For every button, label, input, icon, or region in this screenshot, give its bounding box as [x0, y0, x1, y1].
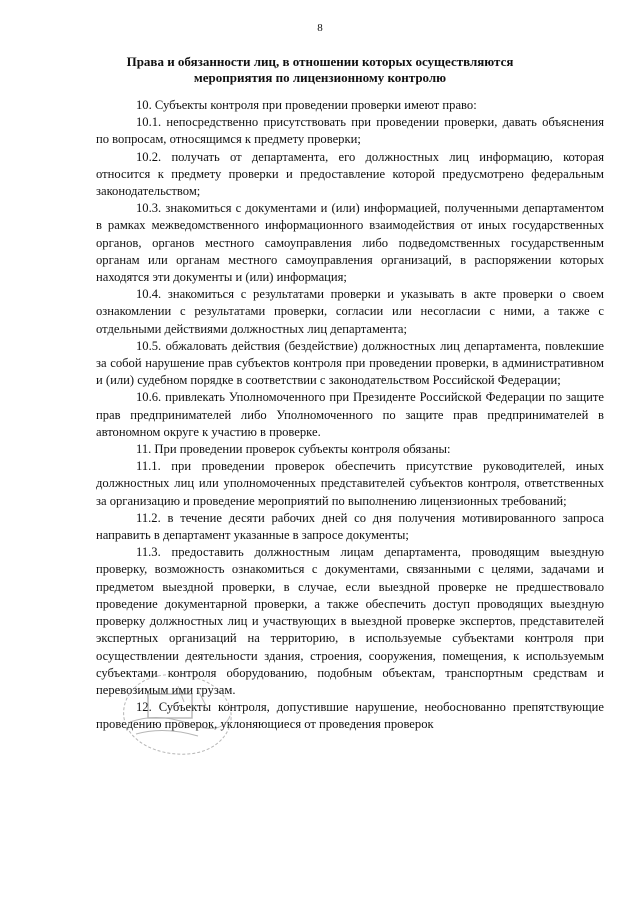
section-title-line-1: Права и обязанности лиц, в отношении которых осуществляются	[126, 54, 514, 69]
seal-stamp-icon	[118, 672, 238, 756]
section-title	[120, 54, 520, 86]
document-body	[96, 97, 604, 734]
paragraph-10: 10. Субъекты контроля при проведении проверки имеют право:	[136, 98, 477, 112]
paragraph-10-6: 10.6. привлекать Уполномоченного при Президенте Российской Федерации по защите прав предпринимателей либо Уполномоченного по защите прав предпринимателей в автономном округе к участию в проверке.	[96, 390, 604, 439]
paragraph-10-1: 10.1. непосредственно присутствовать при проведении проверки, давать объяснения по вопросам, относящимся к предмету проверки;	[96, 115, 604, 147]
page-number: 8	[317, 22, 323, 34]
paragraph-10-4: 10.4. знакомиться с результатами проверки и указывать в акте проверки о своем ознакомлении с результатами проверки, согласии или несогласии с ними, а также с отдельными действиями должностных лиц департамента;	[96, 287, 604, 336]
paragraph-10-5: 10.5. обжаловать действия (бездействие) должностных лиц департамента, повлекшие за собой нарушение прав субъектов контроля при проведении проверки, в административном и (или) судебном порядке в соответствии с законодательством Российской Федерации;	[96, 338, 604, 388]
paragraph-11: 11. При проведении проверок субъекты контроля обязаны:	[136, 442, 451, 457]
paragraph-10-2: 10.2. получать от департамента, его должностных лиц информацию, которая относится к предмету проверки и предоставление которой предусмотрено федеральным законодательством;	[96, 149, 604, 199]
section-title-line-2: мероприятия по лицензионному контролю	[193, 70, 447, 85]
paragraph-10-3: 10.3. знакомиться с документами и (или) информацией, полученными департаментом в рамках межведомственного информационного взаимодействия от иных государственных органов, органов местного самоуправления либо подведомственных государственным органам или органам местного самоуправления организаций, в распоряжении которых находятся эти документы и (или) информация;	[96, 201, 604, 285]
paragraph-11-1: 11.1. при проведении проверок обеспечить присутствие руководителей, иных должностных лиц или уполномоченных представителей субъектов контроля, ответственных за организацию и проведение мероприятий по выполнению лицензионных требований;	[96, 459, 604, 508]
paragraph-11-3: 11.3. предоставить должностным лицам департамента, проводящим выездную проверку, возможность ознакомиться с документами, связанными с целями, задачами и предметом выездной проверки, в случае, если выездной проверке не предшествовало проведение документарной проверки, а также обеспечить доступ проводящих выездную проверку должностных лиц и участвующих в выездной проверке экспертов, представителей экспертных организаций на территорию, в используемые субъектами контроля при осуществлении деятельности здания, строения, сооружения, помещения, к используемым субъектами контроля оборудованию, подобным объектам, транспортным средствам и перевозимым ими грузам.	[96, 545, 604, 697]
paragraph-11-2: 11.2. в течение десяти рабочих дней со дня получения мотивированного запроса направить в департамент указанные в запросе документы;	[96, 510, 604, 543]
paragraph-12: 12. Субъекты контроля, допустившие нарушение, необоснованно препятствующие проведению проверок, уклоняющиеся от проведения проверок	[96, 700, 604, 732]
